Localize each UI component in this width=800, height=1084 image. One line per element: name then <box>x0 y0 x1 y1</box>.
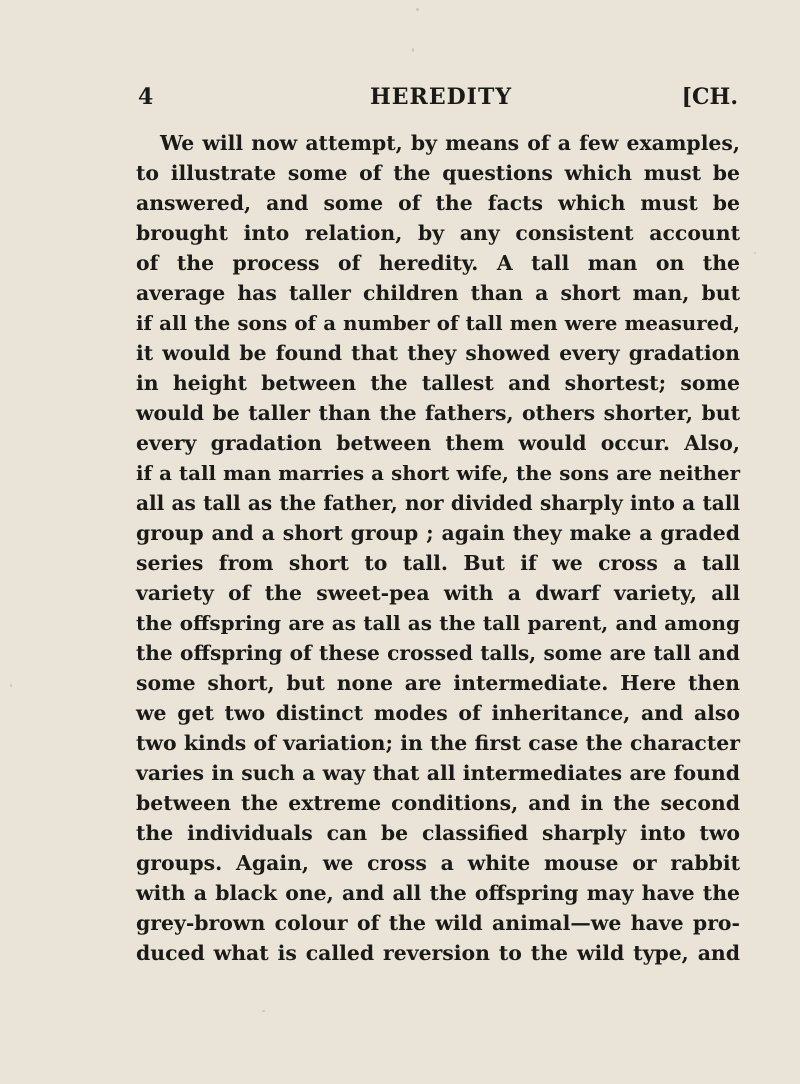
paper-speck <box>262 1010 265 1012</box>
text-line: every gradation between them would occur. Also, <box>136 431 740 455</box>
text-line: between the extreme conditions, and in the second <box>136 791 740 815</box>
text-line: would be taller than the fathers, others shorter, but <box>136 401 740 425</box>
text-line: with a black one, and all the offspring may have the <box>136 881 740 905</box>
paper-speck <box>754 252 756 254</box>
paper-speck <box>416 8 419 11</box>
text-line: if a tall man marries a short wife, the sons are neither <box>136 461 740 485</box>
text-line: grey-brown colour of the wild animal—we have pro- <box>136 911 740 935</box>
text-line: average has taller children than a short man, but <box>136 281 740 305</box>
text-line: variety of the sweet-pea with a dwarf variety, all <box>136 581 740 605</box>
text-line: series from short to tall. But if we cross a tall <box>136 551 740 575</box>
running-title: HEREDITY <box>370 84 513 110</box>
text-line: group and a short group ; again they make a graded <box>136 521 740 545</box>
text-line: groups. Again, we cross a white mouse or rabbit <box>136 851 740 875</box>
paper-speck <box>412 48 414 52</box>
text-line: if all the sons of a number of tall men were measured, <box>136 311 740 335</box>
text-line: all as tall as the father, nor divided sharply into a tall <box>136 491 740 515</box>
text-line: varies in such a way that all intermediates are found <box>136 761 740 785</box>
page-number: 4 <box>138 84 154 110</box>
text-line: some short, but none are intermediate. Here then <box>136 671 740 695</box>
text-line: in height between the tallest and shortest; some <box>136 371 740 395</box>
text-line: it would be found that they showed every gradation <box>136 341 740 365</box>
text-line: to illustrate some of the questions which must be <box>136 161 740 185</box>
text-line: the individuals can be classified sharply into two <box>136 821 740 845</box>
text-line: we get two distinct modes of inheritance, and also <box>136 701 740 725</box>
text-line: duced what is called reversion to the wild type, and <box>136 941 740 965</box>
page-header <box>138 84 738 114</box>
text-line: We will now attempt, by means of a few examples, <box>160 131 740 155</box>
paper-speck <box>10 684 12 687</box>
body-paragraph <box>136 128 740 968</box>
text-line: brought into relation, by any consistent account <box>136 221 740 245</box>
text-line: answered, and some of the facts which must be <box>136 191 740 215</box>
text-line: the offspring of these crossed talls, some are tall and <box>136 641 740 665</box>
text-line: the offspring are as tall as the tall parent, and among <box>136 611 740 635</box>
text-line: of the process of heredity. A tall man on the <box>136 251 740 275</box>
chapter-mark: [CH. <box>681 84 738 110</box>
text-line: two kinds of variation; in the first case the character <box>136 731 740 755</box>
